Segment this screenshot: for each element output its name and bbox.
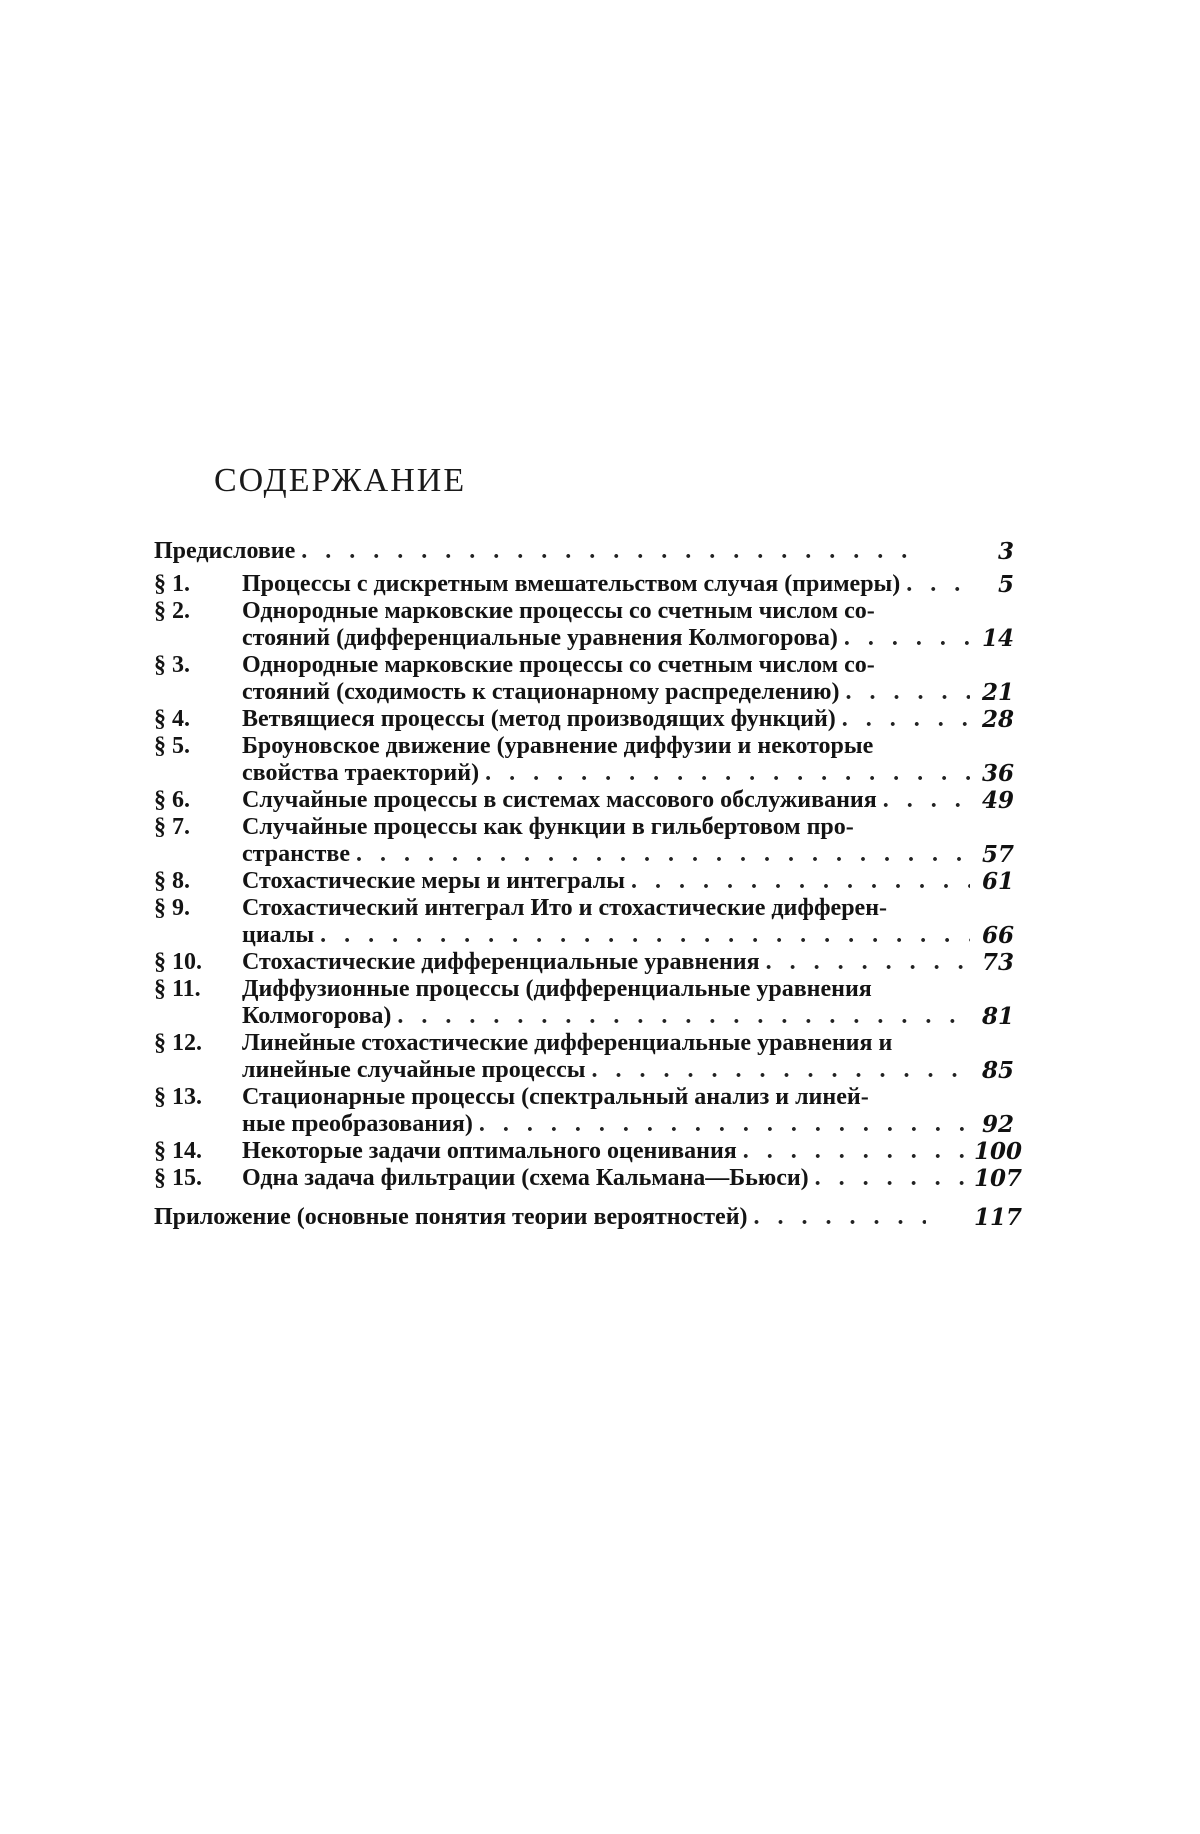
toc-page-number: 66	[981, 922, 1014, 949]
toc-line	[242, 1138, 970, 1165]
section-number: § 6.	[154, 787, 190, 813]
leader-dots	[479, 1111, 970, 1138]
section-number: § 1.	[154, 571, 190, 597]
toc-entry-title: стояний (дифференциальные уравнения Колмогорова)	[242, 625, 838, 651]
toc-entry	[154, 787, 1014, 814]
toc-page-number: 107	[974, 1165, 1023, 1192]
toc-line	[154, 538, 926, 565]
toc-line	[242, 787, 970, 814]
toc-line	[242, 706, 970, 733]
leader-dots	[631, 868, 970, 895]
toc-entry	[154, 1084, 1014, 1138]
toc-entry-body	[242, 598, 970, 652]
leader-dots	[397, 1003, 970, 1030]
toc-page-number: 81	[981, 1003, 1014, 1030]
toc-entry	[154, 949, 1014, 976]
toc-line	[242, 1165, 970, 1192]
section-number: § 15.	[154, 1165, 202, 1191]
toc-line: Диффузионные процессы (дифференциальные уравнения	[242, 976, 872, 1002]
toc-entry-body	[154, 1204, 926, 1231]
toc-entry-body	[242, 976, 970, 1030]
toc-entry-title: Случайные процессы в системах массового обслуживания	[242, 787, 877, 813]
leader-dots	[754, 1204, 926, 1231]
toc-entry	[154, 868, 1014, 895]
toc-page-number: 36	[981, 760, 1014, 787]
toc-line: Однородные марковские процессы со счетным числом со-	[242, 598, 875, 624]
toc-line	[242, 625, 970, 652]
toc-line: Однородные марковские процессы со счетным числом со-	[242, 652, 875, 678]
section-number: § 12.	[154, 1030, 202, 1056]
toc-entry-title: странстве	[242, 841, 350, 867]
toc-entry	[154, 814, 1014, 868]
toc-entry-body	[242, 571, 970, 598]
section-number: § 8.	[154, 868, 190, 894]
toc-entry-body	[242, 868, 970, 895]
toc-page-number: 61	[981, 868, 1014, 895]
section-number: § 5.	[154, 733, 190, 759]
section-number: § 2.	[154, 598, 190, 624]
toc-line	[242, 679, 970, 706]
leader-dots	[906, 571, 970, 598]
leader-dots	[356, 841, 970, 868]
toc-entry-body	[154, 538, 926, 565]
section-number: § 13.	[154, 1084, 202, 1110]
section-number: § 14.	[154, 1138, 202, 1164]
toc-page-number: 100	[974, 1138, 1023, 1165]
toc-entry-preface	[154, 538, 1014, 565]
leader-dots	[846, 679, 970, 706]
leader-dots	[766, 949, 970, 976]
toc-line	[154, 1204, 926, 1231]
table-of-contents	[154, 538, 1023, 1231]
toc-page-number: 3	[997, 538, 1014, 565]
page-title: СОДЕРЖАНИЕ	[214, 462, 467, 499]
toc-line	[242, 1111, 970, 1138]
toc-page-number: 28	[981, 706, 1014, 733]
leader-dots	[743, 1138, 970, 1165]
toc-entry-body	[242, 949, 970, 976]
toc-entry-title: Стохастические дифференциальные уравнения	[242, 949, 760, 975]
section-number: § 3.	[154, 652, 190, 678]
leader-dots	[883, 787, 970, 814]
toc-entry-body	[242, 1030, 970, 1084]
toc-entry	[154, 1138, 1023, 1165]
toc-entry	[154, 571, 1014, 598]
toc-entry-title: Некоторые задачи оптимального оценивания	[242, 1138, 737, 1164]
leader-dots	[844, 625, 970, 652]
toc-entry-title: стояний (сходимость к стационарному распределению)	[242, 679, 840, 705]
toc-line: Линейные стохастические дифференциальные уравнения и	[242, 1030, 893, 1056]
toc-line	[242, 760, 970, 787]
toc-entry	[154, 706, 1014, 733]
toc-entry-body	[242, 1165, 970, 1192]
toc-entry-title: Приложение (основные понятия теории вероятностей)	[154, 1204, 748, 1230]
toc-page-number: 117	[974, 1204, 1023, 1231]
toc-line	[242, 1003, 970, 1030]
toc-entry-body	[242, 895, 970, 949]
toc-line: Стационарные процессы (спектральный анализ и линей-	[242, 1084, 869, 1110]
toc-entry-body	[242, 787, 970, 814]
toc-page-number: 85	[981, 1057, 1014, 1084]
toc-line	[242, 868, 970, 895]
toc-entry	[154, 652, 1014, 706]
toc-entry-body	[242, 1084, 970, 1138]
toc-line	[242, 1057, 970, 1084]
toc-line	[242, 949, 970, 976]
toc-page-number: 21	[981, 679, 1014, 706]
section-number: § 7.	[154, 814, 190, 840]
toc-entry-title: Ветвящиеся процессы (метод производящих функций)	[242, 706, 836, 732]
toc-entry	[154, 733, 1014, 787]
leader-dots	[301, 538, 926, 565]
toc-entry-body	[242, 814, 970, 868]
leader-dots	[842, 706, 970, 733]
toc-entry	[154, 1030, 1014, 1084]
toc-entry	[154, 895, 1014, 949]
section-number: § 11.	[154, 976, 201, 1002]
toc-entry-body	[242, 652, 970, 706]
toc-page-number: 14	[981, 625, 1014, 652]
toc-entry-title: Стохастические меры и интегралы	[242, 868, 625, 894]
toc-entry-title: ные преобразования)	[242, 1111, 473, 1137]
toc-entry-title: циалы	[242, 922, 315, 948]
toc-entry-title: Предисловие	[154, 538, 296, 564]
leader-dots	[320, 922, 970, 949]
section-number: § 4.	[154, 706, 190, 732]
toc-entry-body	[242, 1138, 970, 1165]
toc-entry-title: линейные случайные процессы	[242, 1057, 586, 1083]
toc-line: Броуновское движение (уравнение диффузии и некоторые	[242, 733, 874, 759]
toc-page-number: 5	[997, 571, 1014, 598]
leader-dots	[592, 1057, 970, 1084]
toc-line: Стохастический интеграл Ито и стохастические дифферен-	[242, 895, 888, 921]
leader-dots	[485, 760, 970, 787]
toc-line	[242, 571, 970, 598]
toc-page-number: 57	[981, 841, 1014, 868]
toc-entry-title: Одна задача фильтрации (схема Кальмана—Бьюси)	[242, 1165, 809, 1191]
toc-entry	[154, 1165, 1023, 1192]
leader-dots	[815, 1165, 970, 1192]
toc-entry-body	[242, 706, 970, 733]
toc-entry-appendix	[154, 1204, 1023, 1231]
toc-entry-title: свойства траекторий)	[242, 760, 480, 786]
toc-sections	[154, 571, 1023, 1192]
toc-line	[242, 922, 970, 949]
toc-entry-body	[242, 733, 970, 787]
section-number: § 10.	[154, 949, 202, 975]
toc-line: Случайные процессы как функции в гильбертовом про-	[242, 814, 854, 840]
toc-page-number: 73	[981, 949, 1014, 976]
toc-entry	[154, 598, 1014, 652]
toc-line	[242, 841, 970, 868]
toc-page-number: 49	[981, 787, 1014, 814]
toc-entry-title: Процессы с дискретным вмешательством случая (примеры)	[242, 571, 901, 597]
section-number: § 9.	[154, 895, 190, 921]
toc-page-number: 92	[981, 1111, 1014, 1138]
toc-entry	[154, 976, 1014, 1030]
toc-entry-title: Колмогорова)	[242, 1003, 392, 1029]
